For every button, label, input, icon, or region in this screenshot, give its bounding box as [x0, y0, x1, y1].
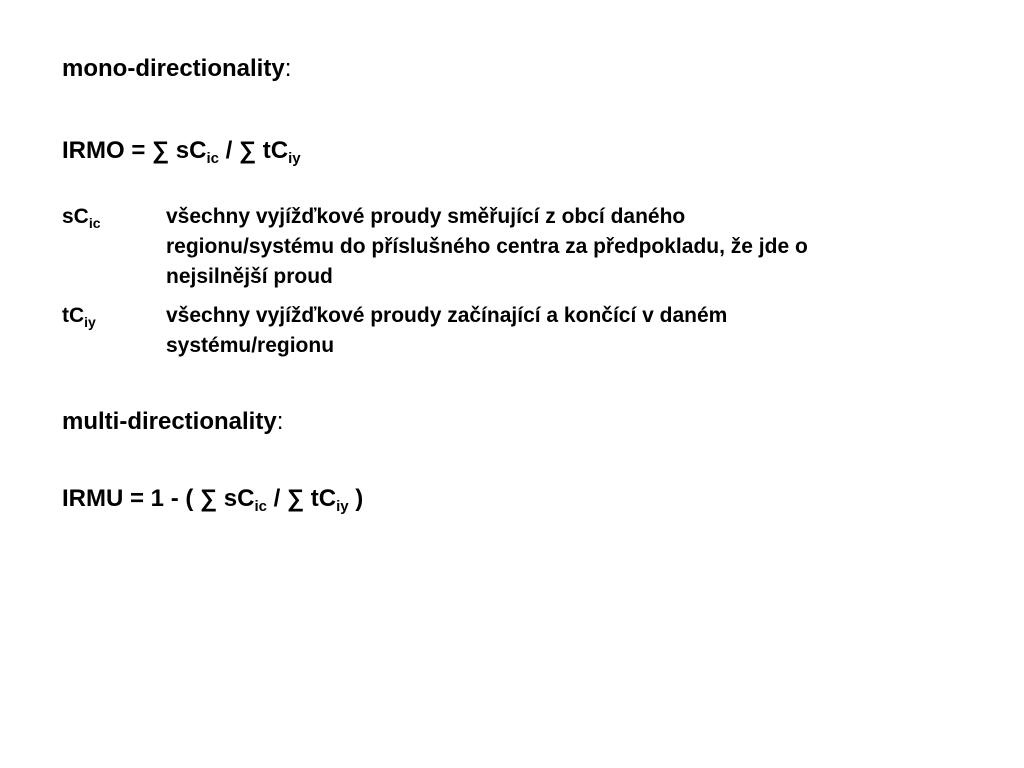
definition-line: všechny vyjížďkové proudy směřující z obcí daného — [166, 205, 686, 228]
irmu-lhs: IRMU = 1 - ( — [62, 485, 201, 512]
irmu-sub-1: ic — [254, 498, 267, 515]
definition-text-tc — [166, 301, 966, 361]
irmo-var-2: tC — [262, 137, 289, 164]
irmu-var-2: tC — [310, 485, 337, 512]
term-tc-base: tC — [62, 304, 85, 327]
irmu-sub-2: iy — [336, 498, 349, 515]
irmo-sub-1: ic — [206, 150, 219, 167]
mono-colon: : — [284, 55, 292, 82]
irmu-divider: / — [267, 485, 288, 512]
mono-title: mono-directionality — [62, 55, 285, 82]
irmu-formula — [62, 484, 363, 514]
multi-colon: : — [276, 408, 284, 435]
term-tc-sub: iy — [84, 314, 96, 330]
multi-directionality-heading — [62, 407, 283, 437]
definition-line: nejsilnější proud — [166, 265, 333, 288]
term-sc-sub: ic — [88, 215, 101, 231]
definition-line: všechny vyjížďkové proudy začínající a končící v daném — [166, 304, 728, 327]
irmo-sum-1: ∑ — [152, 137, 176, 164]
irmo-var-1: sC — [175, 137, 207, 164]
irmo-sub-2: iy — [288, 150, 301, 167]
definition-line: regionu/systému do příslušného centra za předpokladu, že jde o — [166, 235, 808, 258]
irmo-lhs: IRMO = — [62, 137, 153, 164]
irmo-divider: / — [219, 137, 240, 164]
irmo-sum-2: ∑ — [239, 137, 263, 164]
term-sc-base: sC — [62, 205, 89, 228]
irmo-formula — [62, 136, 301, 166]
definition-line: systému/regionu — [166, 334, 335, 357]
definition-term-sc — [62, 202, 101, 232]
multi-title: multi-directionality — [62, 408, 277, 435]
irmu-sum-1: ∑ — [200, 485, 224, 512]
irmu-close: ) — [348, 485, 364, 512]
definition-term-tc — [62, 301, 96, 331]
irmu-var-1: sC — [223, 485, 255, 512]
irmu-sum-2: ∑ — [287, 485, 311, 512]
mono-directionality-heading — [62, 54, 291, 84]
definition-text-sc — [166, 202, 966, 292]
